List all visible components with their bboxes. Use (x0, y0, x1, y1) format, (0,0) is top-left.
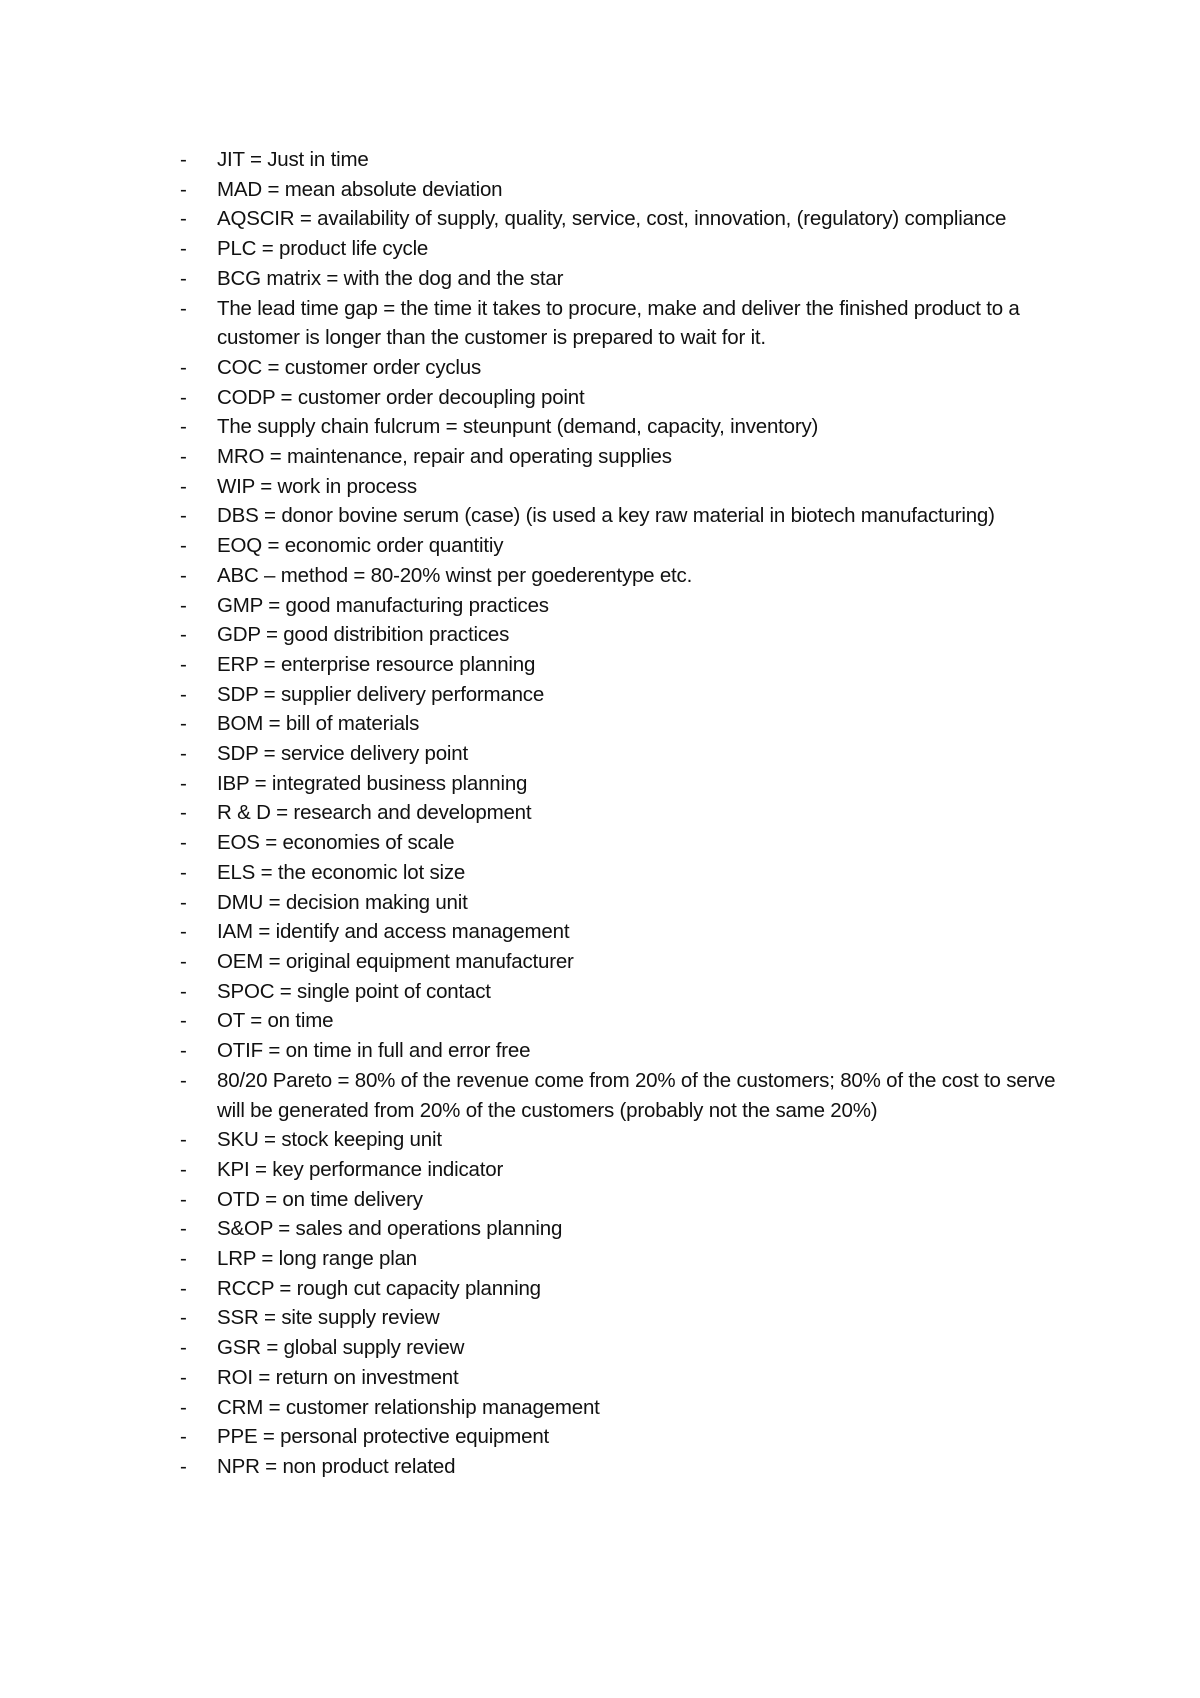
list-item (180, 650, 1080, 680)
list-bullet: - (180, 1365, 187, 1389)
list-item-text: NPR = non product related (217, 1454, 456, 1478)
list-item (180, 1303, 1080, 1333)
list-item (180, 412, 1080, 442)
list-item (180, 1185, 1080, 1215)
list-bullet: - (180, 415, 187, 439)
list-bullet: - (180, 1009, 187, 1033)
list-item-text: MAD = mean absolute deviation (217, 177, 503, 201)
list-item-text: SSR = site supply review (217, 1306, 440, 1330)
list-item (180, 204, 1080, 234)
list-bullet: - (180, 949, 187, 973)
list-item-text: ROI = return on investment (217, 1365, 459, 1389)
list-bullet: - (180, 177, 187, 201)
list-item (180, 1155, 1080, 1185)
list-bullet: - (180, 504, 187, 528)
list-bullet: - (180, 1395, 187, 1419)
list-item (180, 531, 1080, 561)
list-bullet: - (180, 682, 187, 706)
list-item-text: ELS = the economic lot size (217, 860, 466, 884)
list-item-text: SPOC = single point of contact (217, 979, 491, 1003)
list-item (180, 680, 1080, 710)
list-item-text: GSR = global supply review (217, 1336, 465, 1360)
list-item (180, 145, 1080, 175)
list-item-text: JIT = Just in time (217, 148, 369, 171)
list-item (180, 1393, 1080, 1423)
list-item (180, 1125, 1080, 1155)
list-item (180, 442, 1080, 472)
list-item-text: DMU = decision making unit (217, 890, 468, 914)
list-bullet: - (180, 771, 187, 795)
list-item (180, 709, 1080, 739)
list-item (180, 1422, 1080, 1452)
list-item-text: IBP = integrated business planning (217, 771, 528, 795)
list-item-text: CODP = customer order decoupling point (217, 385, 585, 409)
list-bullet: - (180, 1276, 187, 1300)
list-item-text: AQSCIR = availability of supply, quality, service, cost, innovation, (regulatory) compliance (217, 207, 1007, 231)
list-bullet: - (180, 266, 187, 290)
list-bullet: - (180, 801, 187, 825)
list-bullet: - (180, 296, 187, 320)
list-item (180, 769, 1080, 799)
list-bullet: - (180, 474, 187, 498)
list-bullet: - (180, 1068, 187, 1092)
list-item-text: ERP = enterprise resource planning (217, 652, 536, 676)
list-item-text: COC = customer order cyclus (217, 355, 482, 379)
list-item (180, 888, 1080, 918)
abbreviation-list (180, 145, 1080, 1482)
list-item-text: DBS = donor bovine serum (case) (is used a key raw material in biotech manufacturing) (217, 504, 995, 528)
list-item (180, 798, 1080, 828)
list-bullet: - (180, 445, 187, 469)
list-item (180, 1244, 1080, 1274)
list-bullet: - (180, 1217, 187, 1241)
list-bullet: - (180, 831, 187, 855)
list-item (180, 917, 1080, 947)
list-item (180, 294, 1080, 353)
list-bullet: - (180, 1128, 187, 1152)
list-item-text: R & D = research and development (217, 801, 532, 825)
list-item-text: BCG matrix = with the dog and the star (217, 266, 564, 290)
list-bullet: - (180, 652, 187, 676)
list-item-text: OTIF = on time in full and error free (217, 1039, 531, 1063)
list-item-text: WIP = work in process (217, 474, 417, 498)
list-item (180, 561, 1080, 591)
list-bullet: - (180, 1454, 187, 1478)
list-item-text: ABC – method = 80-20% winst per goederentype etc. (217, 563, 693, 587)
list-bullet: - (180, 1425, 187, 1449)
list-bullet: - (180, 385, 187, 409)
list-item (180, 264, 1080, 294)
list-item-text: MRO = maintenance, repair and operating supplies (217, 445, 672, 469)
list-bullet: - (180, 237, 187, 261)
list-bullet: - (180, 1247, 187, 1271)
list-bullet: - (180, 534, 187, 558)
list-item (180, 353, 1080, 383)
list-bullet: - (180, 860, 187, 884)
list-item-text: GDP = good distribition practices (217, 623, 510, 647)
list-item (180, 739, 1080, 769)
list-bullet: - (180, 1039, 187, 1063)
list-bullet: - (180, 623, 187, 647)
list-item-text: EOS = economies of scale (217, 831, 455, 855)
list-item-text: SDP = supplier delivery performance (217, 682, 545, 706)
list-bullet: - (180, 979, 187, 1003)
list-item (180, 1036, 1080, 1066)
list-item-text: LRP = long range plan (217, 1247, 418, 1271)
list-bullet: - (180, 742, 187, 766)
list-item (180, 472, 1080, 502)
list-item-text: 80/20 Pareto = 80% of the revenue come from 20% of the customers; 80% of the cost to serve will be generated from 20% of the customers (probably not the same 20%) (217, 1068, 1056, 1122)
list-item (180, 1452, 1080, 1482)
list-item-text: S&OP = sales and operations planning (217, 1217, 563, 1241)
list-item-text: The supply chain fulcrum = steunpunt (demand, capacity, inventory) (217, 415, 819, 439)
list-bullet: - (180, 563, 187, 587)
list-item-text: OTD = on time delivery (217, 1187, 423, 1211)
list-item (180, 1363, 1080, 1393)
list-item-text: GMP = good manufacturing practices (217, 593, 549, 617)
list-item (180, 501, 1080, 531)
list-item (180, 620, 1080, 650)
list-item-text: SDP = service delivery point (217, 742, 468, 766)
list-item (180, 1066, 1080, 1125)
list-bullet: - (180, 1157, 187, 1181)
list-item (180, 175, 1080, 205)
list-bullet: - (180, 1336, 187, 1360)
list-bullet: - (180, 207, 187, 231)
list-item (180, 1274, 1080, 1304)
list-bullet: - (180, 920, 187, 944)
list-item (180, 977, 1080, 1007)
list-bullet: - (180, 890, 187, 914)
list-bullet: - (180, 1187, 187, 1211)
list-bullet: - (180, 148, 187, 171)
list-item-text: IAM = identify and access management (217, 920, 570, 944)
list-item (180, 591, 1080, 621)
list-bullet: - (180, 1306, 187, 1330)
list-item (180, 1333, 1080, 1363)
list-item-text: BOM = bill of materials (217, 712, 420, 736)
list-item-text: PPE = personal protective equipment (217, 1425, 550, 1449)
list-bullet: - (180, 593, 187, 617)
list-item-text: OT = on time (217, 1009, 334, 1033)
list-item (180, 1006, 1080, 1036)
list-item (180, 234, 1080, 264)
list-bullet: - (180, 712, 187, 736)
list-item-text: OEM = original equipment manufacturer (217, 949, 574, 973)
list-item (180, 828, 1080, 858)
list-bullet: - (180, 355, 187, 379)
list-item-text: KPI = key performance indicator (217, 1157, 504, 1181)
list-item-text: The lead time gap = the time it takes to procure, make and deliver the finished product to a customer is longer than the customer is prepared to wait for it. (217, 296, 1020, 350)
list-item (180, 383, 1080, 413)
list-item-text: RCCP = rough cut capacity planning (217, 1276, 541, 1300)
list-item-text: PLC = product life cycle (217, 237, 429, 261)
list-item-text: SKU = stock keeping unit (217, 1128, 442, 1152)
list-item (180, 858, 1080, 888)
list-item (180, 947, 1080, 977)
list-item (180, 1214, 1080, 1244)
list-item-text: EOQ = economic order quantitiy (217, 534, 504, 558)
list-item-text: CRM = customer relationship management (217, 1395, 600, 1419)
